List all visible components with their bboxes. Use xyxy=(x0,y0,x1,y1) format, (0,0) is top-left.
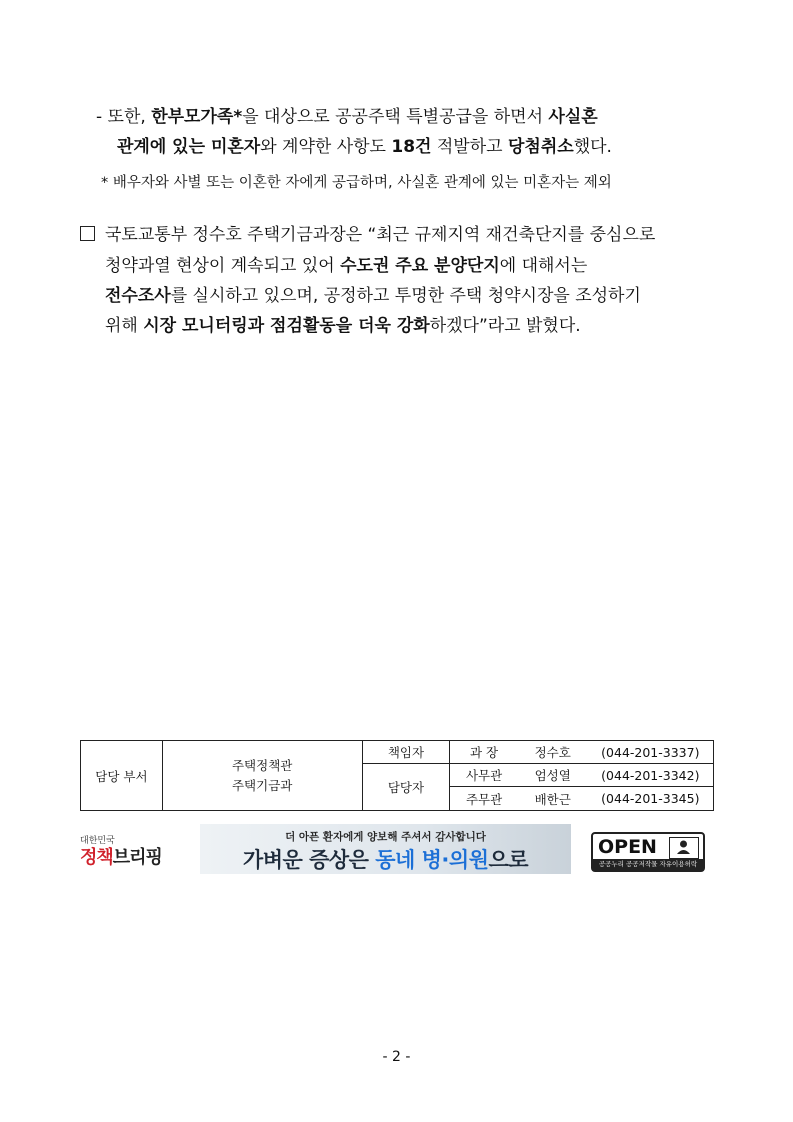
contact-phone: (044-201-3342) xyxy=(588,764,714,787)
text: 위해 xyxy=(105,316,144,336)
attribution-icon xyxy=(669,837,699,859)
para2-line3 xyxy=(105,285,641,307)
text-bold: 한부모가족* xyxy=(151,107,243,127)
text: 와 계약한 사항도 xyxy=(260,137,392,157)
banner-title: 가벼운 증상은 동네 병·의원으로 xyxy=(242,848,529,872)
para2-line2 xyxy=(105,255,587,277)
dept-cell xyxy=(162,741,362,811)
contact-table xyxy=(80,740,714,811)
page-number: - 2 - xyxy=(382,1049,411,1065)
para2-line1 xyxy=(80,224,655,246)
contact-phone: (044-201-3337) xyxy=(588,741,714,764)
open-license-caption: 공공누리 공공저작물 자유이용허락 xyxy=(593,859,703,870)
campaign-banner[interactable] xyxy=(200,824,571,874)
text: 국토교통부 정수호 주택기금과장은 “최근 규제지역 재건축단지를 중심으로 xyxy=(105,225,656,245)
contact-title: 주무관 xyxy=(450,787,518,811)
text-bold: 18건 xyxy=(391,137,432,157)
checkbox-bullet-icon xyxy=(80,226,95,241)
text-bold: 시장 모니터링과 점검활동을 더욱 강화 xyxy=(143,316,430,336)
text-bold: 사실혼 xyxy=(548,107,598,127)
text-bold: 수도권 주요 분양단지 xyxy=(340,256,500,276)
dept-header: 담당 부서 xyxy=(81,741,163,811)
staff-label: 담당자 xyxy=(362,764,450,811)
text: 을 대상으로 공공주택 특별공급을 하면서 xyxy=(242,107,549,127)
contact-title: 과 장 xyxy=(450,741,518,764)
text-bold: 관계에 있는 미혼자 xyxy=(117,137,261,157)
contact-phone: (044-201-3345) xyxy=(588,787,714,811)
logo-wordmark: 정책브리핑 xyxy=(80,847,162,868)
text: - 또한, xyxy=(96,107,152,127)
open-wordmark: OPEN xyxy=(598,836,657,858)
para1-line1 xyxy=(96,106,598,128)
dept-name: 주택정책관 xyxy=(231,757,293,773)
para2-line4 xyxy=(105,315,581,337)
contact-name: 정수호 xyxy=(518,741,588,764)
text: 에 대해서는 xyxy=(499,256,588,276)
text: 적발하고 xyxy=(431,137,508,157)
text: 청약과열 현상이 계속되고 있어 xyxy=(105,256,341,276)
contact-name: 배한근 xyxy=(518,787,588,811)
banner-subtitle: 더 아픈 환자에게 양보해 주셔서 감사합니다 xyxy=(285,831,486,843)
text-bold: 전수조사 xyxy=(105,286,171,306)
text: 하겠다”라고 밝혔다. xyxy=(429,316,581,336)
contact-name: 엄성열 xyxy=(518,764,588,787)
dept-name: 주택기금과 xyxy=(231,777,293,793)
text: 를 실시하고 있으며, 공정하고 투명한 주택 청약시장을 조성하기 xyxy=(170,286,641,306)
para1-footnote: * 배우자와 사별 또는 이혼한 자에게 공급하며, 사실혼 관계에 있는 미혼자는 제외 xyxy=(101,175,612,191)
open-license-badge[interactable] xyxy=(591,832,705,872)
logo-caption: 대한민국 xyxy=(80,836,115,846)
policy-briefing-logo[interactable] xyxy=(80,836,170,876)
para1-line2 xyxy=(117,136,612,158)
contact-title: 사무관 xyxy=(450,764,518,787)
text-bold: 당첨취소 xyxy=(507,137,574,157)
text: 했다. xyxy=(573,137,612,157)
responsible-label: 책임자 xyxy=(362,741,450,764)
